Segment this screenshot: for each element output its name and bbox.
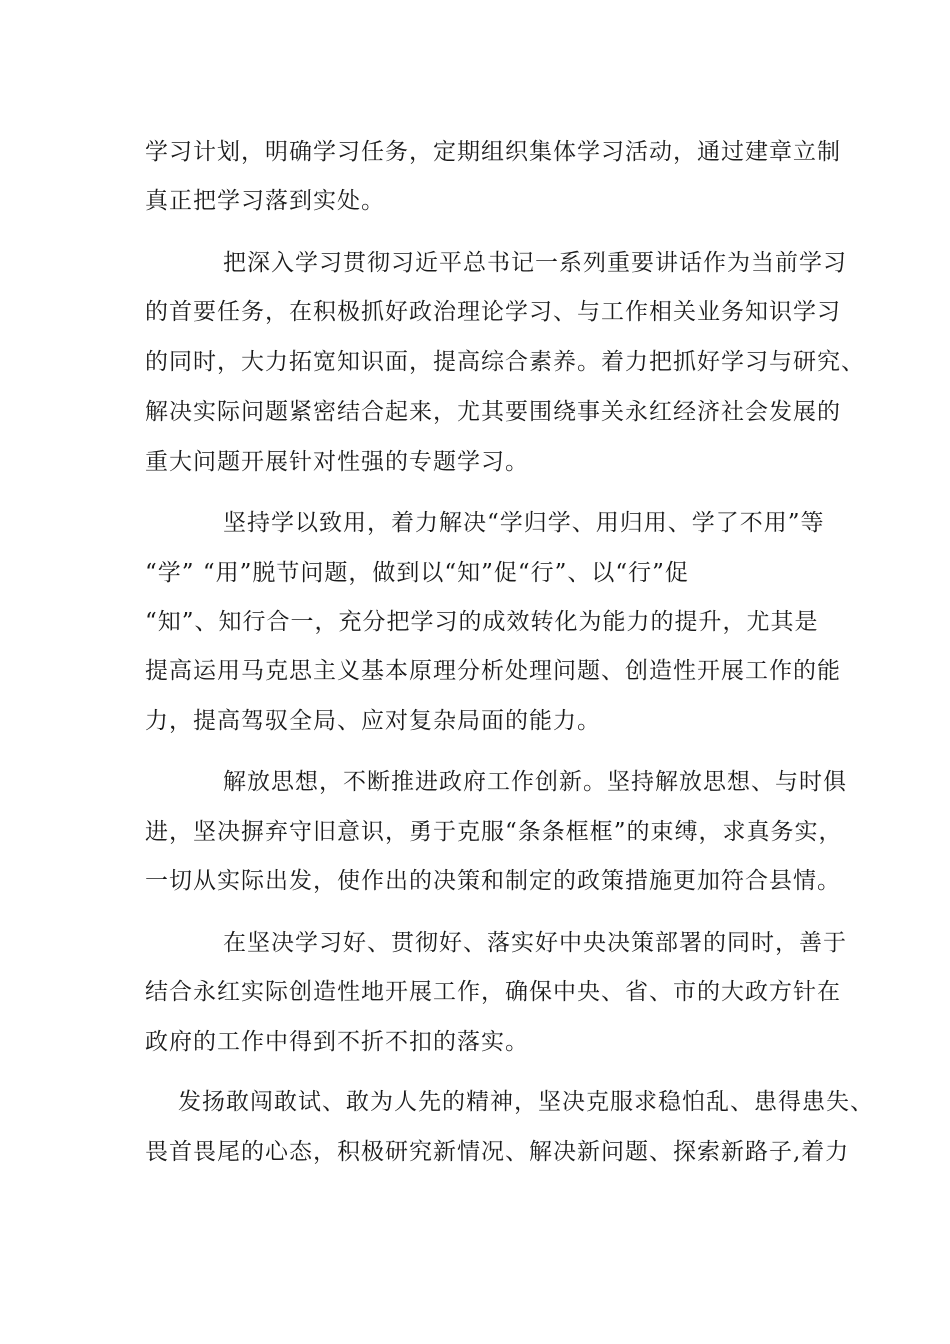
paragraph-start-line: 发扬敢闯敢试、敢为人先的精神，坚决克服求稳怕乱、患得患失、 [178,1089,874,1115]
text-line: “学” “用”脱节问题，做到以“知”促“行”、以“行”促 [145,560,689,586]
text-line: 的同时，大力拓宽知识面，提高综合素养。着力把抓好学习与研究、 [145,349,865,375]
text-line: 提高运用马克思主义基本原理分析处理问题、创造性开展工作的能 [145,658,841,684]
text-line: 进，坚决摒弃守旧意识，勇于克服“条条框框”的束缚，求真务实， [145,819,843,845]
text-line: 的首要任务，在积极抓好政治理论学习、与工作相关业务知识学习 [145,299,841,325]
text-line: 一切从实际出发，使作出的决策和制定的政策措施更加符合县情。 [145,868,841,894]
text-line: 解决实际问题紧密结合起来，尤其要围绕事关永红经济社会发展的 [145,399,841,425]
paragraph-start-line: 解放思想，不断推进政府工作创新。坚持解放思想、与时俱 [223,769,847,795]
text-line: 真正把学习落到实处。 [145,188,385,214]
paragraph-start-line: 在坚决学习好、贯彻好、落实好中央决策部署的同时，善于 [223,930,847,956]
text-line: 政府的工作中得到不折不扣的落实。 [145,1029,529,1055]
paragraph-start-line: 坚持学以致用，着力解决“学归学、用归用、学了不用”等 [223,510,825,536]
text-line: 学习计划，明确学习任务，定期组织集体学习活动，通过建章立制 [145,139,841,165]
text-line: 力，提高驾驭全局、应对复杂局面的能力。 [145,708,601,734]
text-line: “知”、知行合一，充分把学习的成效转化为能力的提升，尤其是 [145,609,819,635]
text-line: 重大问题开展针对性强的专题学习。 [145,449,529,475]
text-line: 畏首畏尾的心态，积极研究新情况、解决新问题、探索新路子,着力 [145,1139,850,1165]
paragraph-start-line: 把深入学习贯彻习近平总书记一系列重要讲话作为当前学习 [223,250,847,276]
text-line: 结合永红实际创造性地开展工作，确保中央、省、市的大政方针在 [145,979,841,1005]
